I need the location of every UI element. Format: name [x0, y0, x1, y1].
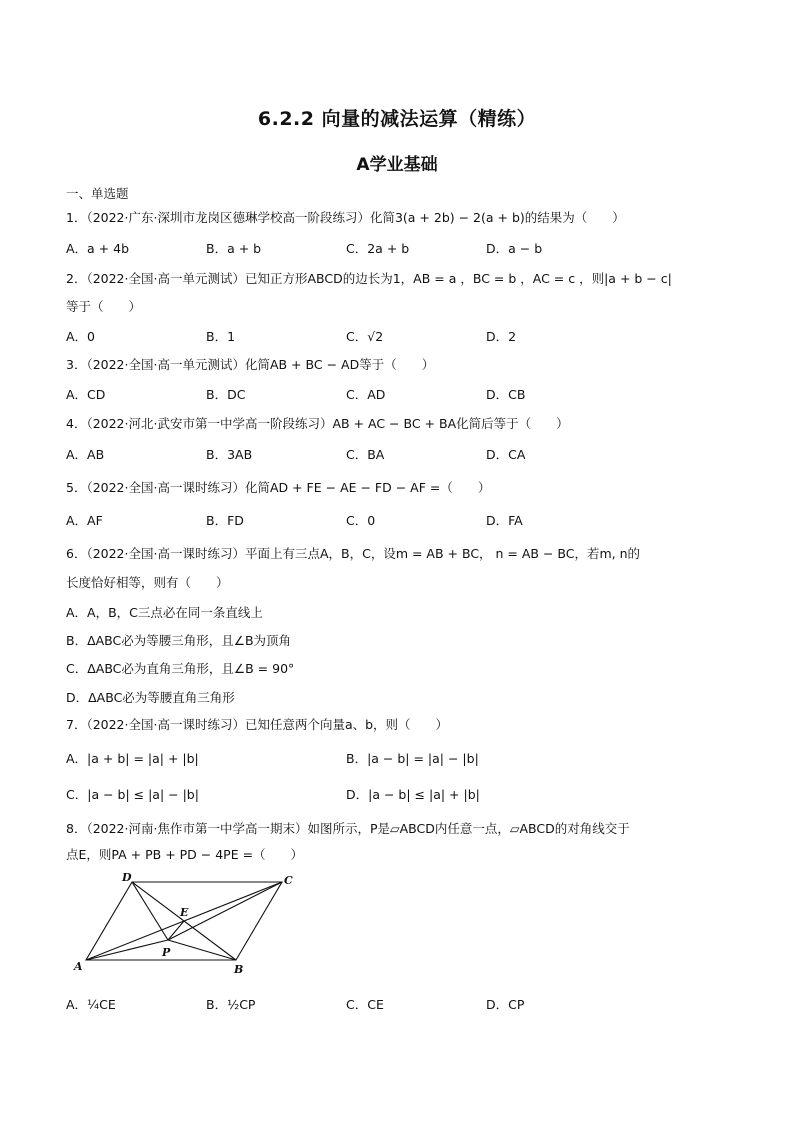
question-8-option-b: B．½CP [206, 997, 256, 1012]
segment-pd [132, 882, 168, 940]
question-2-option-c: C．√2 [346, 329, 384, 344]
question-7-option-b: B．|a − b| = |a| − |b| [346, 751, 479, 766]
question-6-option-b: B．ΔABC必为等腰三角形，且∠B为顶角 [66, 633, 292, 648]
question-1-stem: 1．（2022·广东·深圳市龙岗区德琳学校高一阶段练习）化简3(a + 2b) − 2(a + b)的结果为（ ） [66, 210, 625, 225]
question-1-option-d: D．a − b [486, 241, 543, 256]
page-title: 6.2.2 向量的减法运算（精练） [257, 108, 537, 130]
question-8-option-a: A．¼CE [66, 997, 116, 1012]
question-5-option-d: D．FA [486, 513, 523, 528]
question-5-stem: 5．（2022·全国·高一课时练习）化简AD + FE − AE − FD − AF =（ ） [66, 480, 491, 495]
page-subtitle: A学业基础 [356, 155, 438, 175]
question-8-option-c: C．CE [346, 997, 384, 1012]
question-8-option-d: D．CP [486, 997, 525, 1012]
question-1-option-b: B．a + b [206, 241, 262, 256]
question-3-option-b: B．DC [206, 387, 246, 402]
question-2-stem-line-1: 2．（2022·全国·高一单元测试）已知正方形ABCD的边长为1，AB = a ，BC = b ，AC = c ，则|a + b − c| [66, 271, 672, 286]
question-2-option-d: D．2 [486, 329, 517, 344]
question-6-option-a: A．A，B，C三点必在同一条直线上 [66, 605, 263, 620]
question-4-option-b: B．3AB [206, 447, 253, 462]
question-7-option-c: C．|a − b| ≤ |a| − |b| [66, 787, 199, 802]
question-4-option-a: A．AB [66, 447, 105, 462]
segment-pa [86, 940, 168, 960]
question-8-stem-line-1: 8．（2022·河南·焦作市第一中学高一期末）如图所示，P是▱ABCD内任意一点，▱ABCD的对角线交于 [66, 821, 630, 836]
question-2-option-b: B．1 [206, 329, 236, 344]
question-7-option-a: A．|a + b| = |a| + |b| [66, 751, 199, 766]
question-4-stem: 4．（2022·河北·武安市第一中学高一阶段练习）AB + AC − BC + BA化简后等于（ ） [66, 416, 569, 431]
section-heading: 一、单选题 [66, 186, 129, 201]
question-3-option-a: A．CD [66, 387, 106, 402]
question-4-option-c: C．BA [346, 447, 385, 462]
question-8-stem-line-2: 点E，则PA + PB + PD − 4PE =（ ） [66, 847, 304, 862]
question-6-stem-line-2: 长度恰好相等，则有（ ） [66, 575, 229, 590]
question-1-option-a: A．a + 4b [66, 241, 130, 256]
question-1-option-c: C．2a + b [346, 241, 410, 256]
question-5-option-b: B．FD [206, 513, 244, 528]
label-b: B [234, 963, 244, 976]
question-6-option-c: C．ΔABC必为直角三角形，且∠B = 90° [66, 661, 295, 676]
question-7-option-d: D．|a − b| ≤ |a| + |b| [346, 787, 480, 802]
question-3-option-c: C．AD [346, 387, 386, 402]
question-4-option-d: D．CA [486, 447, 526, 462]
question-6-option-d: D．ΔABC必为等腰直角三角形 [66, 690, 235, 705]
label-c: C [284, 874, 293, 887]
question-6-stem-line-1: 6．（2022·全国·高一课时练习）平面上有三点A，B，C，设m = AB + BC， n = AB − BC，若m, n的 [66, 546, 641, 561]
question-5-option-c: C．0 [346, 513, 376, 528]
label-p: P [162, 946, 171, 959]
question-2-option-a: A．0 [66, 329, 96, 344]
question-7-stem: 7．（2022·全国·高一课时练习）已知任意两个向量a、b，则（ ） [66, 717, 449, 732]
segment-pb [168, 940, 236, 960]
label-e: E [180, 906, 189, 919]
question-2-stem-line-2: 等于（ ） [66, 299, 142, 314]
question-3-option-d: D．CB [486, 387, 526, 402]
question-5-option-a: A．AF [66, 513, 103, 528]
label-a: A [74, 960, 83, 973]
label-d: D [122, 871, 132, 884]
question-3-stem: 3．（2022·全国·高一单元测试）化简AB + BC − AD等于（ ） [66, 357, 435, 372]
parallelogram-figure [72, 868, 312, 978]
